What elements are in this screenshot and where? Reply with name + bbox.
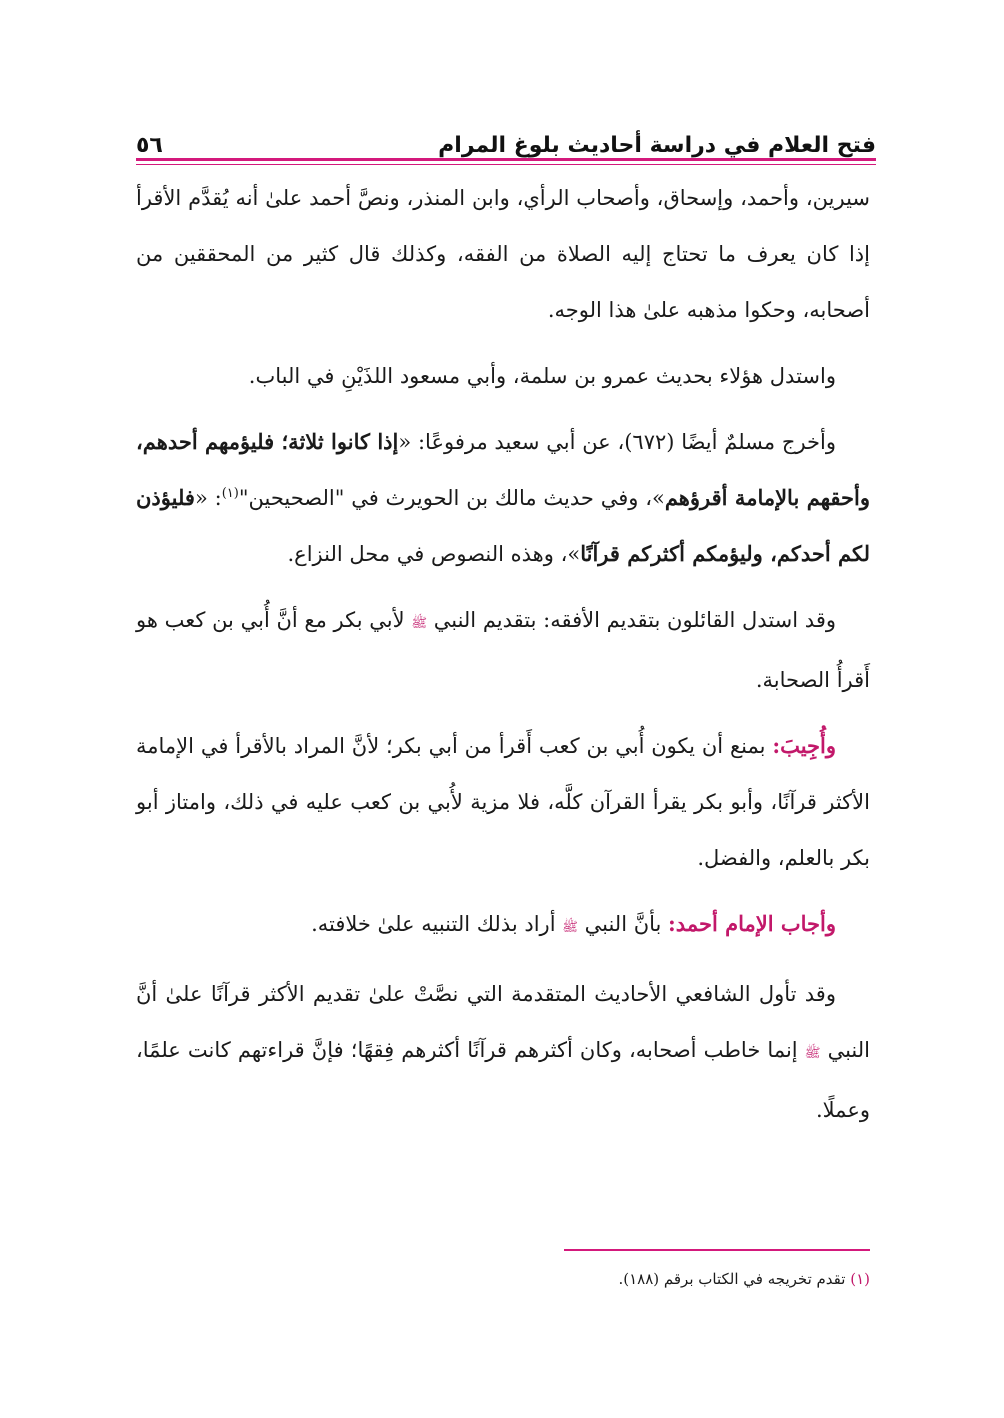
paragraph-7 — [136, 966, 870, 1138]
book-title: فتح العلام في دراسة أحاديث بلوغ المرام — [438, 133, 876, 158]
p7-text-b: إنما خاطب أصحابه، وكان أكثرهم قرآنًا أكثرهم فِقهًا؛ فإنَّ قراءتهم كانت علمًا، وعملًا. — [136, 1038, 870, 1122]
hadith-quote-2: فليؤذن لكم أحدكم، وليؤمكم أكثركم قرآنًا — [136, 485, 870, 566]
salawat-glyph: ﷺ — [562, 920, 578, 935]
page-header — [136, 122, 876, 158]
p6-text-b: أراد بذلك التنبيه علىٰ خلافته. — [311, 912, 563, 936]
footnote-mark: (١) — [850, 1270, 870, 1288]
footnote — [136, 1268, 870, 1290]
paragraph-2: واستدل هؤلاء بحديث عمرو بن سلمة، وأبي مسعود اللذَيْنِ في الباب. — [248, 364, 836, 388]
p5-text: بمنع أن يكون أُبي بن كعب أَقرأ من أبي بكر؛ لأنَّ المراد بالأقرأ في الإمامة الأكثر قرآنًا، وأبو بكر يقرأ القرآن كلَّه، فلا مزية لأُبي بن كعب عليه في ذلك، وامتاز أبو بكر بالعلم، والفضل. — [136, 734, 870, 870]
p3-text-d: : « — [194, 486, 222, 510]
p3-text-a: وأخرج مسلمٌ أيضًا (٦٧٢)، عن أبي سعيد مرفوعًا: « — [398, 430, 836, 454]
p3-text-f: »، وهذه النصوص في محل النزاع. — [287, 542, 581, 566]
header-rule-thick — [136, 158, 876, 161]
paragraph-6 — [136, 896, 870, 956]
paragraph-4 — [136, 592, 870, 708]
salawat-glyph: ﷺ — [411, 616, 428, 631]
header-rule-thin — [136, 164, 876, 165]
footnote-reference: (١) — [221, 486, 239, 501]
answer-label: وأُجِيبَ: — [772, 733, 836, 758]
footnote-rule — [564, 1249, 870, 1251]
p3-text-c: »، وفي حديث مالك بن الحويرث في "الصحيحين" — [238, 486, 665, 510]
p4-text-b: لأبي بكر مع أنَّ أُبي بن كعب هو أَقرأُ الصحابة. — [136, 608, 870, 692]
paragraph-1: سيرين، وأحمد، وإسحاق، وأصحاب الرأي، وابن المنذر، ونصَّ أحمد علىٰ أنه يُقدَّم الأقرأ إذا كان يعرف ما تحتاج إليه الصلاة من الفقه، وكذلك قال كثير من المحققين من أصحابه، وحكوا مذهبه علىٰ هذا الوجه. — [136, 186, 870, 322]
p7-text-a: وقد تأول الشافعي الأحاديث المتقدمة التي نصَّتْ علىٰ تقديم الأكثر قرآنًا علىٰ أنَّ النبي — [136, 982, 870, 1062]
footnote-text: تقدم تخريجه في الكتاب برقم (١٨٨). — [618, 1270, 851, 1288]
salawat-glyph: ﷺ — [804, 1046, 821, 1061]
paragraph-5 — [136, 718, 870, 886]
p6-text-a: بأنَّ النبي — [577, 912, 669, 936]
hadith-quote-1: إذا كانوا ثلاثة؛ فليؤمهم أحدهم، وأحقهم بالإمامة أقرؤهم — [136, 429, 870, 510]
imam-ahmad-label: وأجاب الإمام أحمد: — [668, 911, 836, 936]
main-text — [136, 170, 870, 1148]
paragraph-3 — [136, 414, 870, 582]
page-number: ٥٦ — [136, 133, 163, 158]
p4-text-a: وقد استدل القائلون بتقديم الأفقه: بتقديم النبي — [427, 608, 836, 632]
